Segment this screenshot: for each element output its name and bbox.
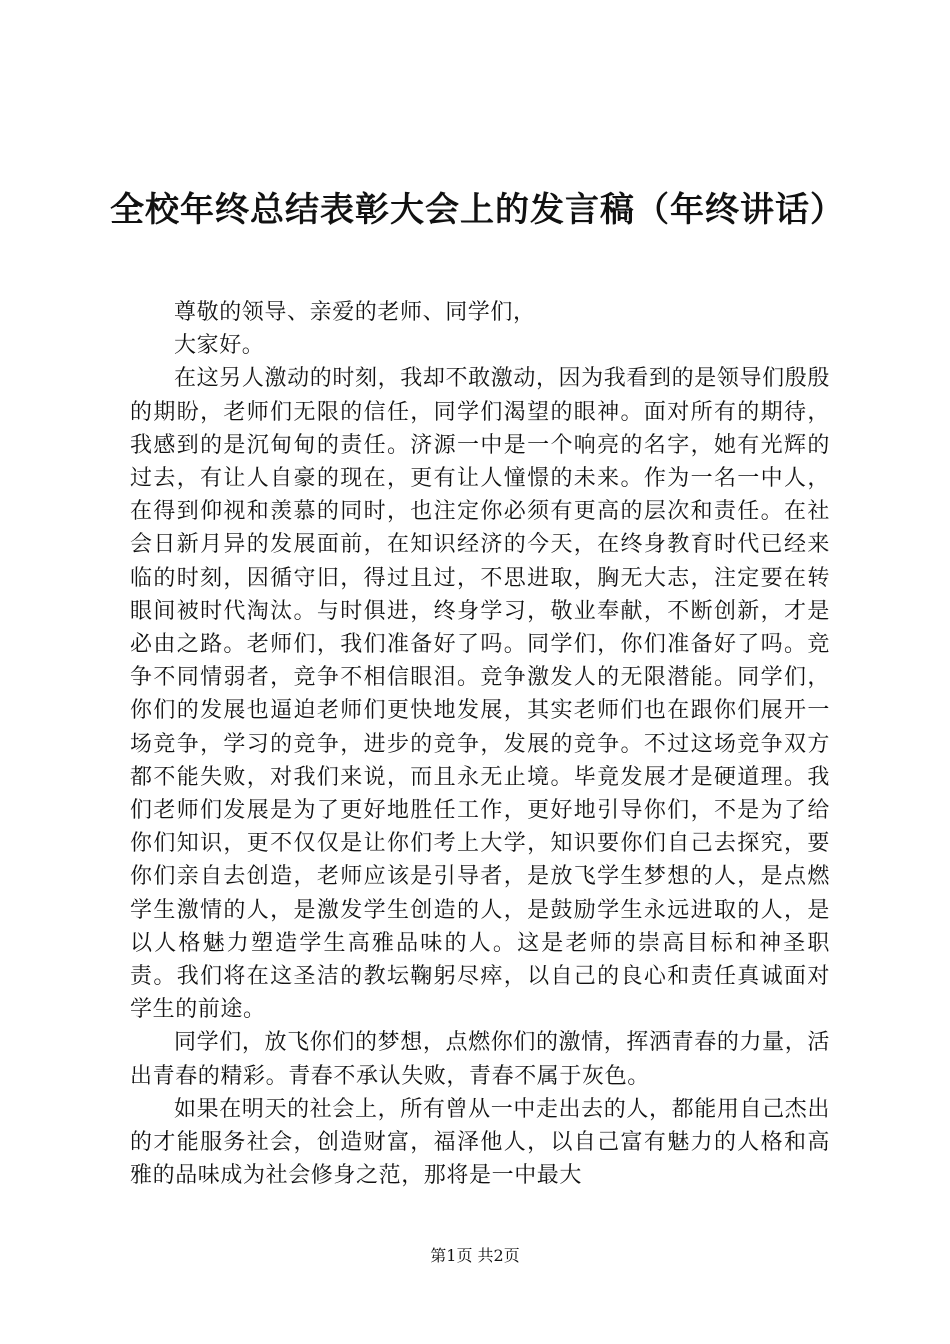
greeting-paragraph: 大家好。 xyxy=(174,333,265,359)
document-title: 全校年终总结表彰大会上的发言稿（年终讲话） xyxy=(110,190,845,230)
page-footer: 第1页 共2页 xyxy=(430,1246,520,1265)
document-body xyxy=(130,296,830,1192)
body-paragraph-2: 同学们，放飞你们的梦想，点燃你们的激情，挥洒青春的力量，活出青春的精彩。青春不承认失败，青春不属于灰色。 xyxy=(130,1030,830,1089)
body-paragraph-3: 如果在明天的社会上，所有曾从一中走出去的人，都能用自己杰出的才能服务社会，创造财富，福泽他人，以自己富有魅力的人格和高雅的品味成为社会修身之范，那将是一中最大 xyxy=(130,1096,830,1189)
salutation-paragraph: 尊敬的领导、亲爱的老师、同学们， xyxy=(174,300,536,325)
body-paragraph-1: 在这另人激动的时刻，我却不敢激动，因为我看到的是领导们殷殷的期盼，老师们无限的信任，同学们渴望的眼神。面对所有的期待，我感到的是沉甸甸的责任。济源一中是一个响亮的名字，她有光辉的过去，有让人自豪的现在，更有让人憧憬的未来。作为一名一中人，在得到仰视和羡慕的同时，也注定你必须有更高的层次和责任。在社会日新月异的发展面前，在知识经济的今天，在终身教育时代已经来临的时刻，因循守旧，得过且过，不思进取，胸无大志，注定要在转眼间被时代淘汰。与时俱进，终身学习，敬业奉献，不断创新，才是必由之路。老师们，我们准备好了吗。同学们，你们准备好了吗。竞争不同情弱者，竞争不相信眼泪。竞争激发人的无限潜能。同学们，你们的发展也逼迫老师们更快地发展，其实老师们也在跟你们展开一场竞争，学习的竞争，进步的竞争，发展的竞争。不过这场竞争双方都不能失败，对我们来说，而且永无止境。毕竟发展才是硬道理。我们老师们发展是为了更好地胜任工作，更好地引导你们，不是为了给你们知识，更不仅仅是让你们考上大学，知识要你们自己去探究，要你们亲自去创造，老师应该是引导者，是放飞学生梦想的人，是点燃学生激情的人，是激发学生创造的人，是鼓励学生永远进取的人，是以人格魅力塑造学生高雅品味的人。这是老师的崇高目标和神圣职责。我们将在这圣洁的教坛鞠躬尽瘁，以自己的良心和责任真诚面对学生的前途。 xyxy=(130,366,830,1023)
